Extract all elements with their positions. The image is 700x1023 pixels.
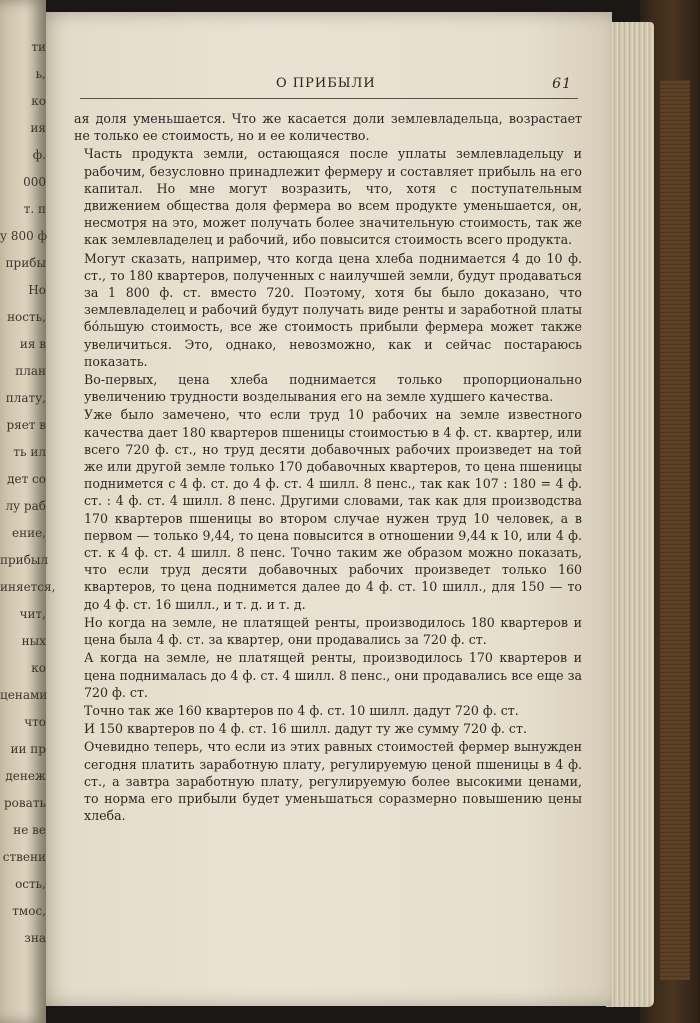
facing-page-fragment: дет со [7,472,46,486]
facing-page-fragment: прибыл [0,553,49,567]
facing-page-fragment: ии пр [10,742,46,756]
facing-page-fragment: плату, [5,391,46,405]
page-number: 61 [552,76,572,92]
facing-page-fragment: прибы [5,256,46,270]
facing-page-fragment: что [24,715,46,729]
facing-page-fragment: ть ил [13,445,46,459]
facing-page-fragment: ость, [15,877,46,891]
facing-page-fragment: чит, [19,607,46,621]
facing-page-fragment: зна [24,931,46,945]
facing-page-fragment: ряет в [6,418,46,432]
paragraph: Очевидно теперь, что если из этих равных стоимостей фермер вынужден сегодня платить заработную плату, регулируемую ценой пшеницы в 4 ф. ст., а завтра заработную плату, регулируемую более высокими ценами, то норма его прибыли будет уменьшаться соразмерно повышению цены хлеба. [84,739,582,824]
facing-page-fragment: ия в [19,337,46,351]
facing-page-fragment: ко [31,661,46,675]
facing-page-fragment: т. п [23,202,46,216]
paragraph: Во-первых, цена хлеба поднимается только пропорционально увеличению трудности возделывания его на земле худшего качества. [84,372,582,405]
facing-page-fragment: ф. [32,148,46,162]
facing-page-fragment: ценами [0,688,48,702]
book-spine-cloth [660,80,690,980]
book-page [36,12,612,1006]
paragraph: И 150 квартеров по 4 ф. ст. 16 шилл. дадут ту же сумму 720 ф. ст. [84,721,527,737]
facing-page-fragment: иняется, [0,580,56,594]
facing-page-fragment: ение, [11,526,46,540]
facing-page-fragment: у 800 ф [0,229,47,243]
chapter-title: О ПРИБЫЛИ [276,76,376,91]
facing-page-fragment: ти [31,40,46,54]
paragraph: ая доля уменьшается. Что же касается доли землевладельца, возрастает не только ее стоимость, но и ее количество. [74,111,582,144]
facing-page-fragment: ровать [4,796,46,810]
facing-page-fragment: лу раб [5,499,46,513]
facing-page-fragment: Но [28,283,46,297]
facing-page-fragment: не ве [13,823,46,837]
page-body-text [74,110,582,824]
paragraph: Часть продукта земли, остающаяся после уплаты землевладельцу и рабочим, безусловно принадлежит фермеру и составляет прибыль на его капитал. Но мне могут возразить, что, хотя с поступательным движением общества доля фермера во всем продукте уменьшается, он, несмотря на это, может получать более значительную стоимость, так же как землевладелец и рабочий, ибо повысится стоимость всего продукта. [84,146,582,248]
facing-page-fragment: 000 [23,175,46,189]
running-header [276,76,572,96]
facing-page-fragment: ь, [35,67,46,81]
facing-page-fragment: ия [30,121,46,135]
facing-page-fragment: денеж [5,769,46,783]
facing-page-edge [0,0,56,1023]
paragraph: Уже было замечено, что если труд 10 рабочих на земле известного качества дает 180 квартеров пшеницы стоимостью в 4 ф. ст. квартер, или всего 720 ф. ст., но труд десяти добавочных рабочих произведет на той же или другой земле только 170 добавочных квартеров, то цена пшеницы поднимется с 4 ф. ст. до 4 ф. ст. 4 шилл. 8 пенс., так как 107 : 180 = 4 ф. ст. : 4 ф. ст. 4 шилл. 8 пенс. Другими словами, так как для производства 170 квартеров пшеницы во втором случае нужен труд 10 человек, а в первом — только 9,44, то цена повысится в отношении 9,44 к 10, или 4 ф. ст. к 4 ф. ст. 4 шилл. 8 пенс. Точно таким же образом можно показать, что если труд десяти добавочных рабочих произведет только 160 квартеров, то цена поднимется далее до 4 ф. ст. 10 шилл., для 150 — то до 4 ф. ст. 16 шилл., и т. д. и т. д. [84,407,582,612]
facing-page-fragment: тмос, [12,904,46,918]
paragraph: Могут сказать, например, что когда цена хлеба поднимается 4 до 10 ф. ст., то 180 квартеров, полученных с наилучшей земли, будут продаваться за 1 800 ф. ст. вместо 720. Поэтому, хотя бы было доказано, что землевладелец и рабочий будут получать виде ренты и заработной платы бо́льшую стоимость, все же стоимость прибыли фермера может также увеличиться. Это, однако, невозможно, как и сейчас постараюсь показать. [84,250,582,369]
page-block-edges [606,22,654,1007]
paragraph: Но когда на земле, не платящей ренты, производилось 180 квартеров и цена была 4 ф. ст. за квартер, они продавались за 720 ф. ст. [84,614,582,648]
facing-page-fragment: ко [31,94,46,108]
paragraph: А когда на земле, не платящей ренты, производилось 170 квартеров и цена поднималась до 4 ф. ст. 4 шилл. 8 пенс., они продавались все еще за 720 ф. ст. [84,650,582,700]
facing-page-fragment: ствени [2,850,46,864]
facing-page-fragment: план [15,364,46,378]
facing-page-fragment: ных [21,634,46,648]
header-rule [80,98,578,99]
facing-page-fragment: ность, [7,310,46,324]
paragraph: Точно так же 160 квартеров по 4 ф. ст. 10 шилл. дадут 720 ф. ст. [84,702,519,718]
